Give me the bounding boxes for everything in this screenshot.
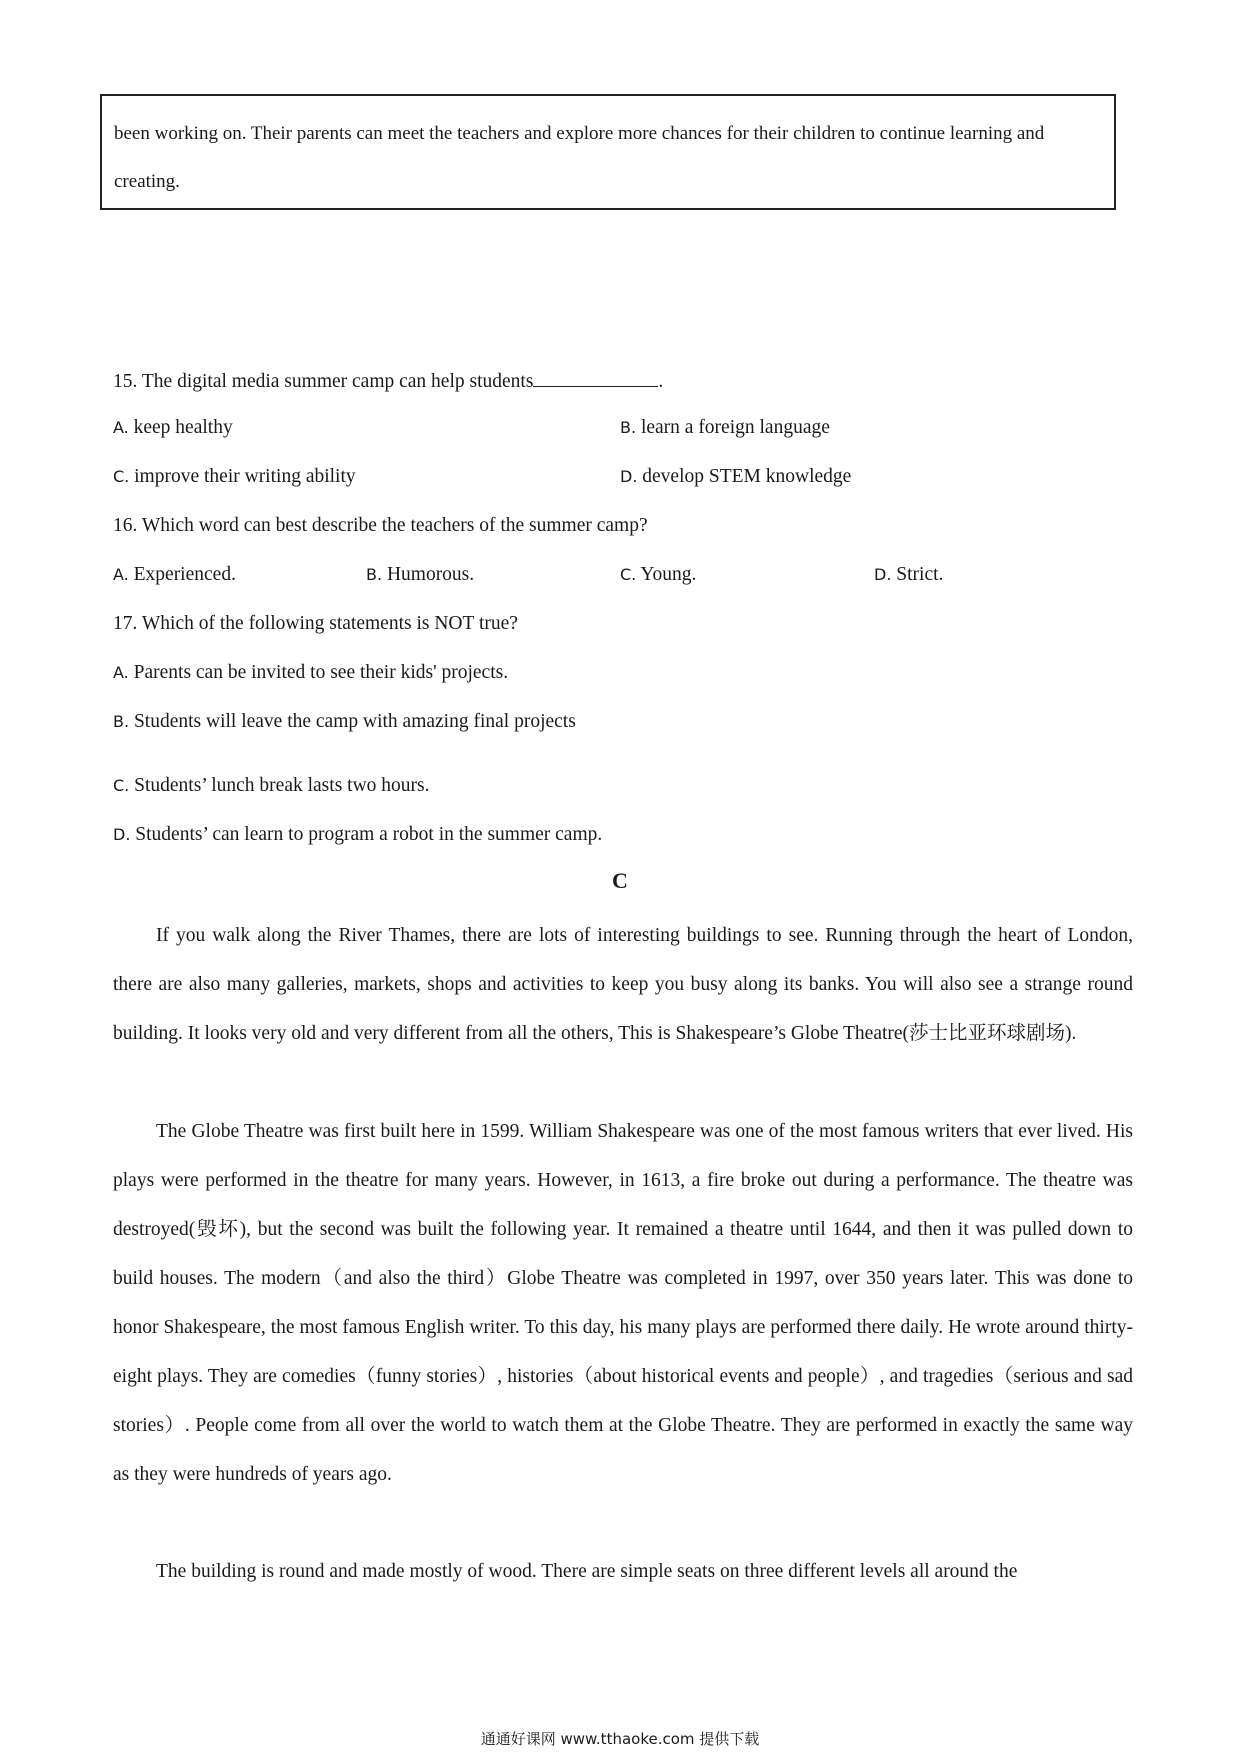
q15-option-d — [620, 466, 851, 488]
box-text: been working on. Their parents can meet the teachers and explore more chances for their children to continue learning and creating. — [114, 123, 1045, 192]
passage-paragraph-2 — [113, 1107, 1133, 1499]
option-text: improve their writing ability — [129, 466, 356, 487]
q15-option-a — [113, 417, 233, 439]
q16-stem: 16. Which word can best describe the teachers of the summer camp? — [113, 515, 648, 536]
answer-blank — [533, 368, 658, 387]
option-text: Students’ lunch break lasts two hours. — [129, 775, 430, 796]
section-heading: C — [612, 868, 628, 893]
option-letter: A. — [113, 663, 129, 682]
option-text: Young. — [636, 564, 697, 585]
option-text: develop STEM knowledge — [637, 466, 852, 487]
q15-option-b — [620, 417, 830, 439]
option-text: Humorous. — [382, 564, 475, 585]
q17-option-d — [113, 824, 602, 846]
option-text: keep healthy — [128, 417, 233, 438]
option-text: Students will leave the camp with amazing final projects — [129, 711, 576, 732]
option-letter: D. — [113, 825, 131, 844]
q15-option-c — [113, 466, 356, 488]
q17-option-a — [113, 662, 508, 684]
continued-text-box — [100, 94, 1116, 210]
passage-paragraph-3 — [113, 1547, 1133, 1596]
q17-option-b — [113, 711, 576, 733]
option-letter: C. — [620, 565, 637, 584]
option-text: Experienced. — [128, 564, 236, 585]
option-text: Parents can be invited to see their kids' projects. — [128, 662, 509, 683]
q16-option-d — [874, 564, 943, 586]
paragraph-text: The Globe Theatre was first built here in 1599. William Shakespeare was one of the most famous writers that ever lived. His plays were performed in the theatre for many years. However, in 1613, a fire broke out during a performance. The theatre was destroyed(毁坏), but the second was built the following year. It remained a theatre until 1644, and then it was pulled down to build houses. The modern（and also the third）Globe Theatre was completed in 1997, over 350 years later. This was done to honor Shakespeare, the most famous English writer. To this day, his many plays are performed there daily. He wrote around thirty-eight plays. They are comedies（funny stories）, histories（about historical events and people）, and tragedies（serious and sad stories）. People come from all over the world to watch them at the Globe Theatre. They are performed in exactly the same way as they were hundreds of years ago. — [113, 1121, 1133, 1485]
option-letter: B. — [620, 418, 637, 437]
q16-option-b — [366, 564, 474, 586]
option-letter: D. — [620, 467, 638, 486]
q15-stem-end: . — [658, 371, 664, 392]
option-letter: C. — [113, 467, 130, 486]
option-text: Strict. — [891, 564, 944, 585]
q17-option-c — [113, 775, 430, 797]
option-text: Students’ can learn to program a robot in the summer camp. — [130, 824, 603, 845]
paragraph-text: If you walk along the River Thames, there are lots of interesting buildings to see. Running through the heart of London, there are also many galleries, markets, shops and activities to keep you busy along its banks. You will also see a strange round building. It looks very old and very different from all the others, This is Shakespeare’s Globe Theatre(莎士比亚环球剧场). — [113, 925, 1133, 1044]
q16-option-c — [620, 564, 696, 586]
option-letter: B. — [113, 712, 130, 731]
passage-paragraph-1 — [113, 911, 1133, 1058]
option-letter: A. — [113, 418, 129, 437]
q17-stem: 17. Which of the following statements is NOT true? — [113, 613, 518, 634]
option-text: learn a foreign language — [636, 417, 830, 438]
option-letter: B. — [366, 565, 383, 584]
page-footer: 通通好课网 www.tthaoke.com 提供下载 — [480, 1730, 760, 1748]
q15-stem-text: 15. The digital media summer camp can help students — [113, 371, 534, 392]
q16-option-a — [113, 564, 236, 586]
paragraph-text: The building is round and made mostly of wood. There are simple seats on three different levels all around the — [156, 1561, 1018, 1582]
option-letter: C. — [113, 776, 130, 795]
option-letter: D. — [874, 565, 892, 584]
option-letter: A. — [113, 565, 129, 584]
q15-stem — [113, 368, 663, 393]
